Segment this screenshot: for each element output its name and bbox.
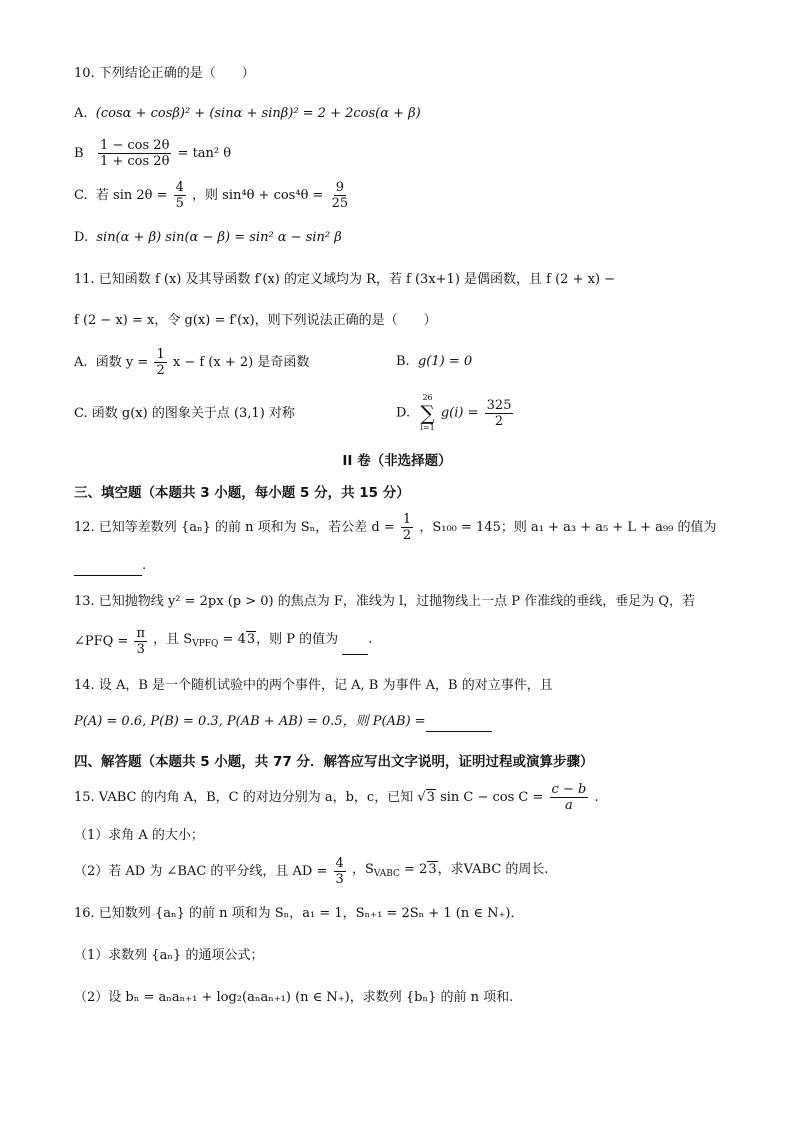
fraction: $\frac{\pi}{3}$ [136, 626, 146, 657]
answer-blank[interactable] [426, 717, 492, 732]
q10-option-c: C. 若 sin 2θ = $\frac{4}{5}$ ，则 sin⁴θ + cos⁴θ = $\frac{9}{25}$ [74, 180, 349, 211]
answer-blank[interactable] [342, 640, 368, 655]
answer-blank[interactable] [74, 561, 142, 576]
q11-option-c: C. 函数 g(x) 的图象关于点 (3,1) 对称 [74, 406, 295, 421]
fraction: $\frac{1}{2}$ [402, 512, 412, 543]
section-title: II 卷（非选择题） [342, 453, 452, 469]
q11-stem-line1: 11. 已知函数 f (x) 及其导函数 f′(x) 的定义域均为 R，若 f (3x+1) 是偶函数，且 f (2 + x) − [74, 272, 616, 287]
q16-part2: （2）设 bₙ = aₙaₙ₊₁ + log₂(aₙaₙ₊₁) (n ∈ N₊)，求数列 {bₙ} 的前 n 项和. [74, 990, 514, 1005]
q10-stem: 10. 下列结论正确的是（ ） [74, 66, 255, 81]
summation: 26 ∑ i=1 [420, 393, 435, 432]
q12-text: 12. 已知等差数列 {aₙ} 的前 n 项和为 Sₙ，若公差 d = $\frac{1}{2}$ ，S₁₀₀ = 145；则 a₁ + a₃ + a₅ + L + a₉₉ 的值为 [74, 512, 717, 543]
q13-line1: 13. 已知抛物线 y² = 2px (p > 0) 的焦点为 F，准线为 l，过抛物线上一点 P 作准线的垂线，垂足为 Q，若 [74, 594, 695, 609]
q15-line1: 15. VABC 的内角 A，B，C 的对边分别为 a，b，c，已知 √3 sin C − cos C = $\frac{c - b}{a}$ . [74, 782, 599, 813]
fraction: $\frac{4}{5}$ [175, 180, 184, 211]
q16-part1: （1）求数列 {aₙ} 的通项公式； [74, 948, 264, 963]
q11-option-d: D. 26 ∑ i=1 g(i) = $\frac{325}{2}$ [396, 393, 512, 432]
q10-option-d: D. sin(α + β) sin(α − β) = sin² α − sin² β [74, 230, 342, 245]
fraction: $\frac{4}{3}$ [335, 856, 344, 887]
q11-option-a: A. 函数 y = $\frac{1}{2}$ x − f (x + 2) 是奇函数 [74, 347, 310, 378]
q15-part1: （1）求角 A 的大小； [74, 828, 204, 843]
fraction: $\frac{325}{2}$ [486, 397, 512, 429]
q13-line2: ∠PFQ = $\frac{\pi}{3}$ ，且 $S_{VPFQ} = 43$，则 P 的值为 . [74, 626, 373, 657]
fraction: $\frac{c - b}{a}$ [551, 782, 587, 813]
q11-stem-line2: f (2 − x) = x，令 g(x) = f′(x)，则下列说法正确的是（ ） [74, 313, 437, 328]
q16-line1: 16. 已知数列 {aₙ} 的前 n 项和为 Sₙ，a₁ = 1，Sₙ₊₁ = 2Sₙ + 1 (n ∈ N₊)． [74, 906, 524, 921]
q15-part2: （2）若 AD 为 ∠BAC 的平分线，且 AD = $\frac{4}{3}$ ，$S_{VABC} = 23$，求VABC 的周长. [74, 856, 549, 887]
q11-option-b: B. g(1) = 0 [396, 354, 473, 369]
q14-line1: 14. 设 A，B 是一个随机试验中的两个事件，记 A, B 为事件 A，B 的对立事件，且 [74, 678, 553, 693]
q14-line2: P(A) = 0.6, P(B) = 0.3, P(AB + AB) = 0.5，则 P(AB) = [74, 712, 492, 732]
part4-heading: 四、解答题（本题共 5 小题，共 77 分．解答应写出文字说明，证明过程或演算步骤） [74, 754, 594, 770]
fraction: $\frac{1}{2}$ [156, 347, 165, 378]
fraction: $\frac{9}{25}$ [331, 180, 349, 211]
q10-option-b: B $\frac{1 - \cos 2\theta}{1 + \cos 2\theta}$ = tan² θ [74, 138, 232, 169]
q10-option-a: A. (cosα + cosβ)² + (sinα + sinβ)² = 2 + 2cos(α + β) [74, 106, 421, 121]
q12-answer-line: . [74, 556, 146, 576]
fraction: $\frac{1 - \cos 2\theta}{1 + \cos 2\theta}$ [99, 138, 170, 169]
part3-heading: 三、填空题（本题共 3 小题，每小题 5 分，共 15 分） [74, 485, 410, 501]
